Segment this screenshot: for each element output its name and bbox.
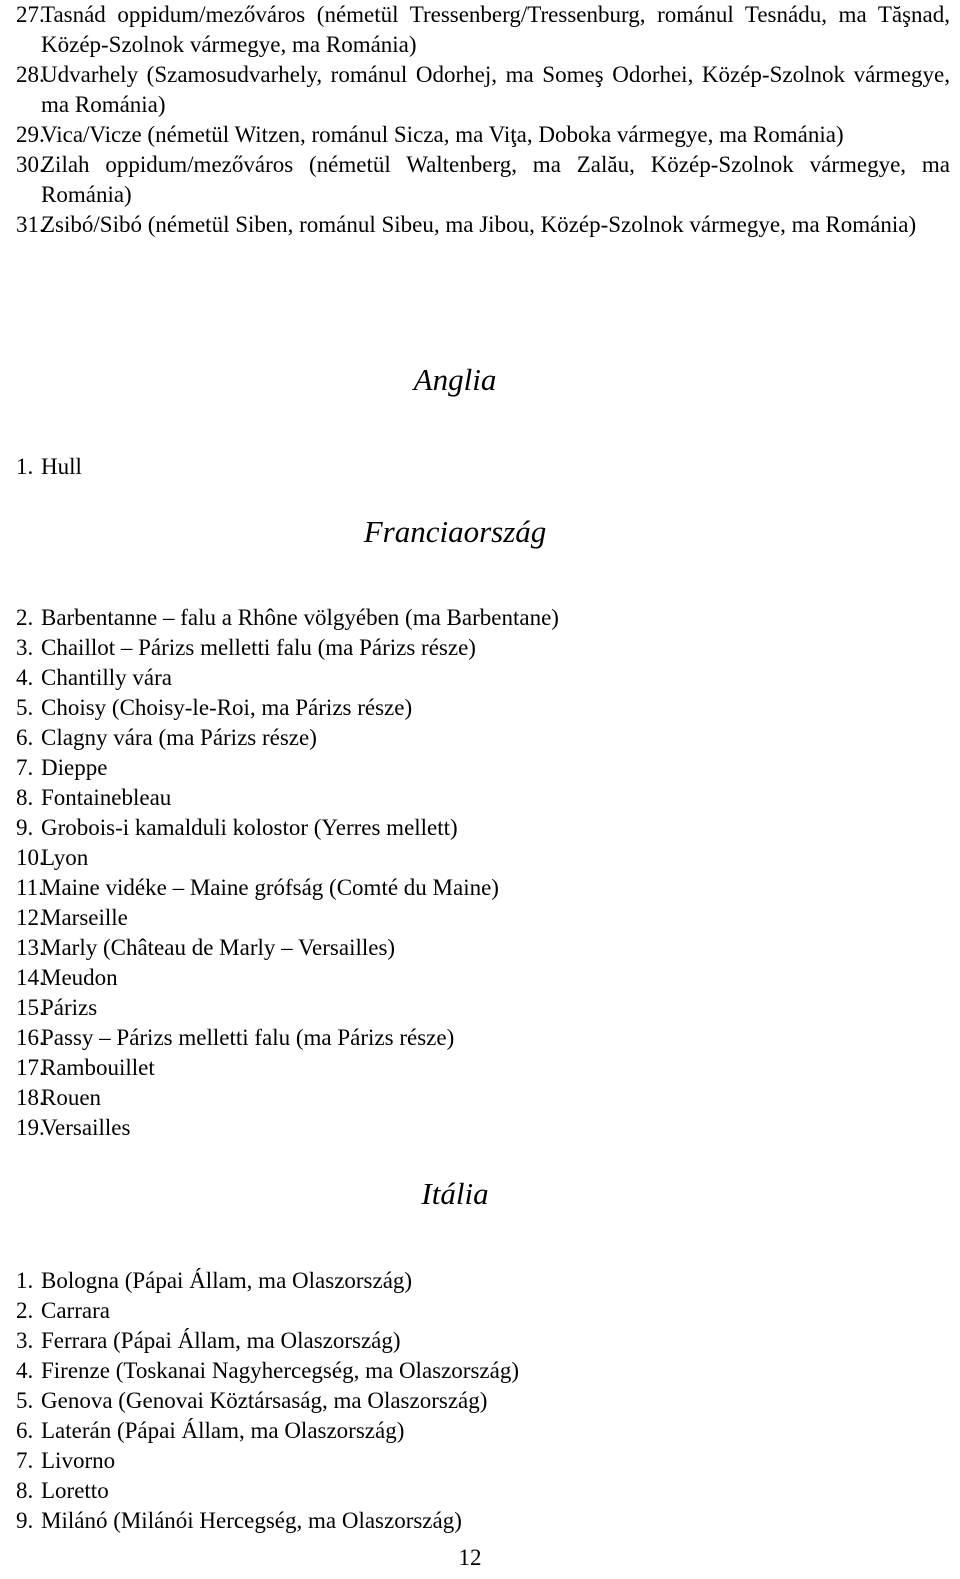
list-item [16,1416,950,1446]
item-number: 2. [16,605,34,630]
item-number: 27. [16,2,45,27]
item-number: 12. [16,905,45,930]
list-item [16,723,950,753]
item-text: Loretto [41,1478,109,1503]
list-item [16,1386,950,1416]
top-place-list [16,0,950,240]
item-number: 3. [16,635,34,660]
item-text: Marly (Château de Marly – Versailles) [41,935,396,960]
item-text: Chaillot – Párizs melletti falu (ma Párizs része) [41,635,476,660]
item-number: 8. [16,785,34,810]
item-text: Meudon [41,965,118,990]
item-text: Genova (Genovai Köztársaság, ma Olaszország) [41,1388,488,1413]
item-number: 28. [16,62,45,87]
item-number: 5. [16,695,34,720]
section-heading-franciaorszag: Franciaország [363,514,547,549]
page-number: 12 [458,1545,482,1570]
item-number: 10. [16,845,45,870]
list-item [16,60,950,120]
item-text: Chantilly vára [41,665,172,690]
section-heading-anglia: Anglia [413,362,497,397]
item-text: Clagny vára (ma Párizs része) [41,725,317,750]
list-item [16,150,950,210]
item-text: Vica/Vicze (németül Witzen, románul Sicza, ma Viţa, Doboka vármegye, ma Románia) [41,122,844,147]
italia-place-list [16,1266,950,1536]
item-text: Barbentanne – falu a Rhône völgyében (ma Barbentane) [41,605,559,630]
item-number: 6. [16,1418,34,1443]
item-number: 11. [16,875,44,900]
item-text: Firenze (Toskanai Nagyhercegség, ma Olaszország) [41,1358,519,1383]
item-number: 6. [16,725,34,750]
list-item [16,1326,950,1356]
item-text: Tasnád oppidum/mezőváros (németül Tressenberg/Tressenburg, románul Tesnádu, ma Tăşnad, Közép-Szolnok vármegye, ma Románia) [41,2,950,57]
list-item [16,1476,950,1506]
item-number: 9. [16,815,34,840]
list-item [16,903,950,933]
list-item [16,783,950,813]
item-number: 19. [16,1115,45,1140]
item-text: Versailles [41,1115,131,1140]
list-item [16,452,950,482]
list-item [16,1266,950,1296]
list-item [16,0,950,60]
list-item [16,1113,950,1143]
list-item [16,1083,950,1113]
item-number: 29. [16,122,45,147]
list-item [16,753,950,783]
item-text: Zilah oppidum/mezőváros (németül Waltenberg, ma Zalău, Közép-Szolnok vármegye, ma Románia) [41,152,950,207]
list-item [16,693,950,723]
item-text: Hull [41,454,82,479]
item-text: Párizs [41,995,98,1020]
item-text: Rambouillet [41,1055,155,1080]
item-text: Dieppe [41,755,108,780]
item-text: Laterán (Pápai Állam, ma Olaszország) [41,1418,405,1443]
list-item [16,1023,950,1053]
list-item [16,993,950,1023]
list-item [16,843,950,873]
list-item [16,1506,950,1536]
item-number: 15. [16,995,45,1020]
item-text: Bologna (Pápai Állam, ma Olaszország) [41,1268,413,1293]
item-number: 5. [16,1388,34,1413]
item-number: 30. [16,152,45,177]
item-text: Fontainebleau [41,785,172,810]
item-number: 17. [16,1055,45,1080]
list-item [16,603,950,633]
anglia-place-list [16,452,950,482]
item-text: Passy – Párizs melletti falu (ma Párizs része) [41,1025,455,1050]
list-item [16,1296,950,1326]
francia-place-list [16,603,950,1143]
list-item [16,633,950,663]
item-number: 7. [16,1448,34,1473]
item-number: 31. [16,212,45,237]
item-text: Marseille [41,905,128,930]
item-text: Rouen [41,1085,102,1110]
list-item [16,813,950,843]
list-item [16,963,950,993]
item-text: Udvarhely (Szamosudvarhely, románul Odorhej, ma Someş Odorhei, Közép-Szolnok vármegye, ma Románia) [41,62,950,117]
item-number: 7. [16,755,34,780]
section-heading-italia: Itália [421,1176,489,1211]
item-text: Choisy (Choisy-le-Roi, ma Párizs része) [41,695,413,720]
item-number: 14. [16,965,45,990]
item-number: 9. [16,1508,34,1533]
list-item [16,933,950,963]
item-text: Lyon [41,845,89,870]
item-number: 13. [16,935,45,960]
item-number: 3. [16,1328,34,1353]
list-item [16,120,950,150]
item-text: Livorno [41,1448,116,1473]
list-item [16,873,950,903]
list-item [16,1053,950,1083]
item-number: 18. [16,1085,45,1110]
list-item [16,210,950,240]
item-text: Maine vidéke – Maine grófság (Comté du Maine) [41,875,499,900]
item-text: Zsibó/Sibó (németül Siben, románul Sibeu, ma Jibou, Közép-Szolnok vármegye, ma Románia) [41,212,917,237]
item-text: Milánó (Milánói Hercegség, ma Olaszország) [41,1508,462,1533]
item-text: Ferrara (Pápai Állam, ma Olaszország) [41,1328,401,1353]
item-number: 2. [16,1298,34,1323]
list-item [16,663,950,693]
item-number: 1. [16,454,34,479]
item-text: Grobois-i kamalduli kolostor (Yerres mellett) [41,815,458,840]
list-item [16,1356,950,1386]
item-number: 8. [16,1478,34,1503]
item-number: 16. [16,1025,45,1050]
list-item [16,1446,950,1476]
item-number: 4. [16,665,34,690]
item-number: 1. [16,1268,34,1293]
item-number: 4. [16,1358,34,1383]
item-text: Carrara [41,1298,110,1323]
